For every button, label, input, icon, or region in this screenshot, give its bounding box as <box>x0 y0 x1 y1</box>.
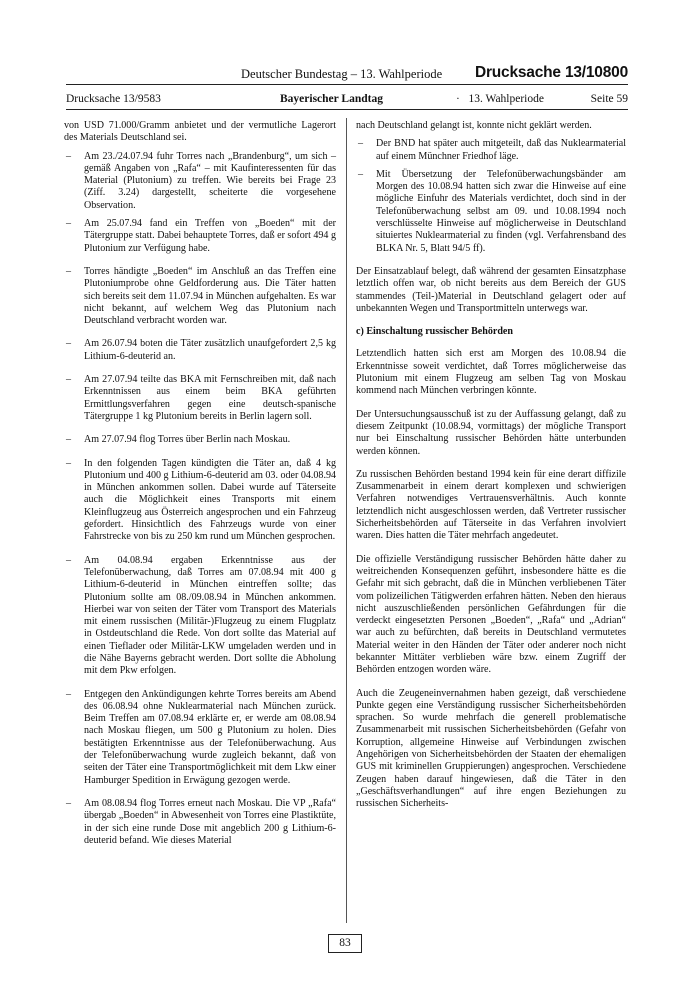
list-item-text: Mit Übersetzung der Telefonüberwachungsbänder am Morgen des 10.08.94 hatten sich zwar die Hinweise auf eine mögliche Einfuhr des Materials verdichtet, doch sind in der Telefonüberwachung selbst am 09. und 10.08.1994 noch verschlüsselte Hinweise auf möglicherweise in Deutschland situiertes Nuklearmaterial zu finden (vgl. Verfahrensband des BLKA Nr. 5, Blatt 94/5 ff). <box>376 168 626 254</box>
list-item-text: In den folgenden Tagen kündigten die Täter an, daß 4 kg Plutonium und 400 g Lithium-6-deuterid am 03. oder 04.08.94 in München ankommen sollen. Dabei wurde auf Täterseite auch die Möglichkeit eines Transports mit einem Kleinflugzeug aus Österreich angesprochen und ein Fahrzeug gefordert. Hinsichtlich des Fahrzeugs wurde von einer Fahrstrecke von bis zu 250 km rund um München gesprochen. <box>84 457 336 543</box>
page-number: 83 <box>328 934 362 953</box>
list-item-text: Torres händigte „Boeden“ im Anschluß an das Treffen eine Plutoniumprobe ohne Geldforderung aus. Die Täter hatten sich bereits seit dem 11.07.94 in München aufgehalten. Es war nicht bekannt, auf welchem Weg das Plutonium nach Deutschland verbracht worden war. <box>84 265 336 327</box>
drucksache-number: Drucksache 13/10800 <box>474 64 628 81</box>
list-item <box>64 151 336 212</box>
dash-marker: – <box>66 374 72 386</box>
dash-marker: – <box>358 168 364 180</box>
list-item <box>64 798 336 847</box>
separator-dot: · <box>456 93 460 105</box>
list-item-text: Am 08.08.94 flog Torres erneut nach Moskau. Die VP „Rafa“ übergab „Boeden“ in Abwesenheit von Torres eine Plastiktüte, in der sich eine runde Dose mit angeblich 200 g Lithium-6-deuterid befand. Wie dieses Material <box>84 797 336 846</box>
list-item <box>64 555 336 678</box>
body-paragraph: Der Untersuchungsausschuß ist zu der Auffassung gelangt, daß zu diesem Zeitpunkt (10.08.94, vormittags) der mögliche Transport nur bei Einschaltung russischer Behörden hätte unterbunden werden können. <box>356 408 626 457</box>
list-item <box>64 434 336 446</box>
list-item-text: Am 26.07.94 boten die Täter zusätzlich unaufgefordert 2,5 kg Lithium-6-deuterid an. <box>84 338 336 362</box>
body-paragraph: Zu russischen Behörden bestand 1994 kein für eine derart diffizile Zusammenarbeit in einem derart komplexen und schwierigen Verfahren notwendiges Vertrauensverhältnis. Auch konnte letztendlich nicht ausgeschlossen werden, daß Vertreter russischer Sicherheitsbehörden auf Täterseite in das Verfahren involviert waren. Dies hatten die Täter mehrfach angedeutet. <box>356 468 626 542</box>
list-item-text: Am 27.07.94 flog Torres über Berlin nach Moskau. <box>84 434 291 446</box>
top-header <box>66 64 628 85</box>
list-item-text: Der BND hat später auch mitgeteilt, daß das Nuklearmaterial auf einem Münchner Friedhof läge. <box>376 138 626 162</box>
dash-marker: – <box>66 338 72 350</box>
body-paragraph: Auch die Zeugeneinvernahmen haben gezeigt, daß verschiedene Punkte gegen eine Verständigung russischer Sicherheitsbehörden sprachen. So wurde mehrfach die generell problematische Zusammenarbeit mit russischen Sicherheitsbehörden (Gefahr von Korruption, allgemeine Hinweise auf Verbindungen zwischen Angehörigen von Sicherheitsbehörden der Staaten der ehemaligen GUS mit kriminellen Gruppierungen) angesprochen. Verschiedene Zeugen haben darauf hingewiesen, daß die Täter in den „Geschäftsverhandlungen“ auf ihre engen Beziehungen zu russischen Sicherheits- <box>356 687 626 810</box>
list-item <box>64 218 336 255</box>
drucksache-ref: Drucksache 13/9583 <box>66 93 161 105</box>
body-paragraph: Der Einsatzablauf belegt, daß während der gesamten Einsatzphase letztlich offen war, ob nicht bereits aus dem Bereich der GUS stammendes (Teil-)Material in Deutschland gelagert oder auf unbekannten Wegen und Transportmitteln unterwegs war. <box>356 265 626 314</box>
body-paragraph: Letztendlich hatten sich erst am Morgen des 10.08.94 die Erkenntnisse soweit verdichtet, daß Torres möglicherweise das Plutonium mit einem Flugzeug am selben Tag von Moskau kommend nach München verbringen könnte. <box>356 348 626 397</box>
dash-marker: – <box>66 797 72 809</box>
list-item <box>64 266 336 327</box>
bundestag-title: Deutscher Bundestag – 13. Wahlperiode <box>241 67 443 81</box>
wahlperiode-label: 13. Wahlperiode <box>468 93 544 105</box>
left-column <box>64 120 336 858</box>
dash-marker: – <box>66 150 72 162</box>
list-item <box>356 138 626 163</box>
dash-marker: – <box>66 265 72 277</box>
dash-marker: – <box>358 138 364 150</box>
list-item <box>64 338 336 363</box>
body-paragraph: Die offizielle Verständigung russischer Behörden hätte daher zu weitreichenden Konsequenzen geführt, insbesondere hätte es die Gefahr mit sich gebracht, daß die in München verbliebenen Täter vom polizeilichen Tätigwerden erfahren hätten. Neben den hieraus nicht auszuschließenden persönlichen Gefährdungen für die verdeckt eingesetzten Personen „Boeden“, „Rafa“ und „Adrian“ war auch zu befürchten, daß bereits in Deutschland vermutetes Material weiter in den Händen der Täter oder anderer noch nicht bekannter Mittäter verblieben wäre bzw. einem Zugriff der Behörden entzogen worden wäre. <box>356 553 626 676</box>
list-item-text: Am 25.07.94 fand ein Treffen von „Boeden“ mit der Tätergruppe statt. Dabei behauptete Torres, daß er sofort 494 g Plutonium zur Verfügung habe. <box>84 218 336 254</box>
section-heading: c) Einschaltung russischer Behörden <box>356 326 513 338</box>
list-item-text: Am 04.08.94 ergaben Erkenntnisse aus der Telefonüberwachung, daß Torres am 07.08.94 mit 400 g Lithium-6-deuterid in München eintreffen sollte; das Plutonium sollte am 08./09.08.94 in München ankommen. Hierbei war von seiten der Täter vom Transport des Materials mit einem russischen (Militär-)Flugzeug zu einem Flugplatz in Ostdeutschland die Rede. Von dort sollte das Material auf einen Tieflader oder Militär-LKW umgeladen werden und in die Nähe Bayerns gebracht werden. Dort sollte die Abholung mit dem Pkw erfolgen. <box>84 554 336 677</box>
landtag-title: Bayerischer Landtag <box>280 93 383 105</box>
dash-marker: – <box>66 688 72 700</box>
list-item <box>64 374 336 423</box>
list-item-text: Am 23./24.07.94 fuhr Torres nach „Brandenburg“, um sich – gemäß Angaben von „Rafa“ – mit Kaufinteressenten für das Material (Plutonium) zu treffen. Wie bereits bei Frage 23 (Ziff. 3.24) dargestellt, scheiterte die vorgesehene Observation. <box>84 150 336 211</box>
dash-marker: – <box>66 554 72 566</box>
dash-marker: – <box>66 434 72 446</box>
right-intro-paragraph: nach Deutschland gelangt ist, konnte nicht geklärt werden. <box>356 120 592 131</box>
dash-marker: – <box>66 218 72 230</box>
list-item <box>64 458 336 544</box>
left-intro-paragraph: von USD 71.000/Gramm anbietet und der vermutliche Lagerort des Materials Deutschland sei. <box>64 120 336 144</box>
list-item-text: Am 27.07.94 teilte das BKA mit Fernschreiben mit, daß nach Erkenntnissen aus einem beim BKA geführten Ermittlungsverfahren gegen eine deutsch-spanische Tätergruppe 1 kg Plutonium bereits in Berlin lagern soll. <box>84 374 336 422</box>
wahlperiode <box>456 93 544 105</box>
list-item-text: Entgegen den Ankündigungen kehrte Torres bereits am Abend des 06.08.94 ohne Nuklearmaterial nach München zurück. Beim Treffen am 07.08.94 erklärte er, er werde am 08.08.94 nach Moskau fliegen, um 500 g Plutonium zu holen. Dies bestätigten Erkenntnisse aus der Telefonüberwachung. Aus der Telefonüberwachung wurde zugleich bekannt, daß von seiten der Täter eine Transportmöglichkeit mit dem Lkw einer Hamburger Spedition in Erwägung gezogen werde. <box>84 688 336 786</box>
page-label: Seite 59 <box>590 93 628 105</box>
list-item <box>64 689 336 787</box>
sub-header <box>66 92 628 110</box>
right-column <box>356 120 626 822</box>
list-item <box>356 169 626 255</box>
dash-marker: – <box>66 457 72 469</box>
column-divider <box>346 118 347 923</box>
